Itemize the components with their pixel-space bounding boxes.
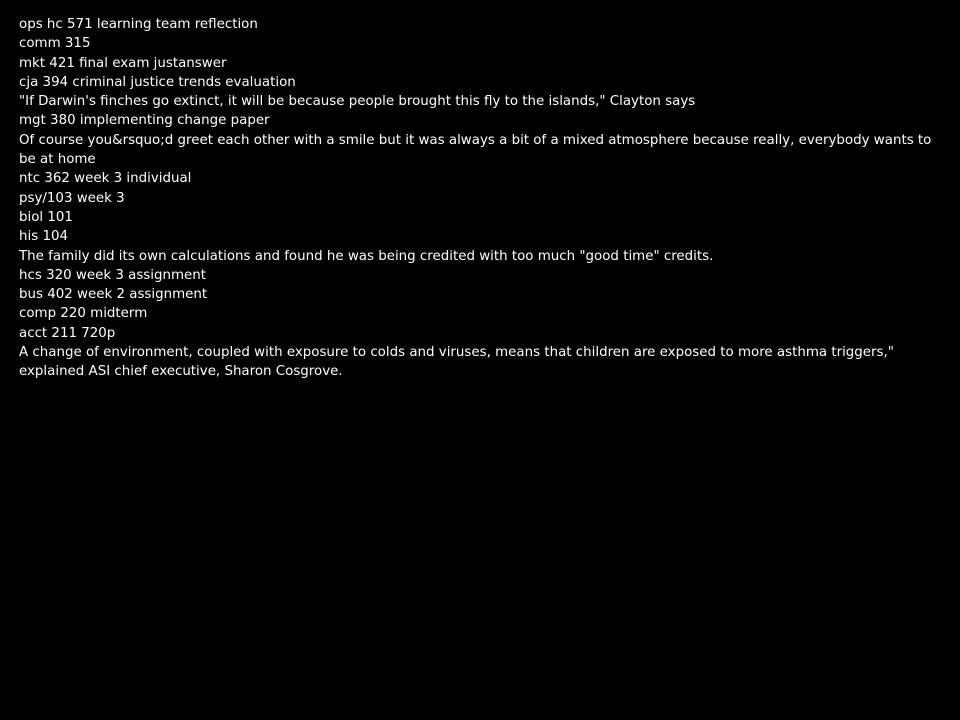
text-line: bus 402 week 2 assignment [19,287,208,303]
text-line: cja 394 criminal justice trends evaluation [19,74,296,90]
text-line: hcs 320 week 3 assignment [19,267,206,283]
text-line: ops hc 571 learning team reflection [19,17,258,32]
text-line: comp 220 midterm [19,306,148,322]
text-block [19,15,939,382]
text-line: biol 101 [19,209,73,225]
text-line: The family did its own calculations and found he was being credited with too much "good time" credits. [19,248,714,264]
text-line: comm 315 [19,36,91,52]
text-line: "If Darwin's finches go extinct, it will be because people brought this fly to the islands," Clayton says [19,94,696,110]
text-line: psy/103 week 3 [19,190,125,206]
text-line: mkt 421 final exam justanswer [19,55,227,71]
text-line: ntc 362 week 3 individual [19,171,192,187]
text-line: acct 211 720p [19,325,116,341]
text-line: mgt 380 implementing change paper [19,113,270,129]
text-line: his 104 [19,229,68,245]
text-line: Of course you&rsquo;d greet each other with a smile but it was always a bit of a mixed atmosphere because really, everybody wants to be at home [19,132,932,168]
text-line: A change of environment, coupled with exposure to colds and viruses, means that children are exposed to more asthma triggers," explained ASI chief executive, Sharon Cosgrove. [19,345,894,380]
